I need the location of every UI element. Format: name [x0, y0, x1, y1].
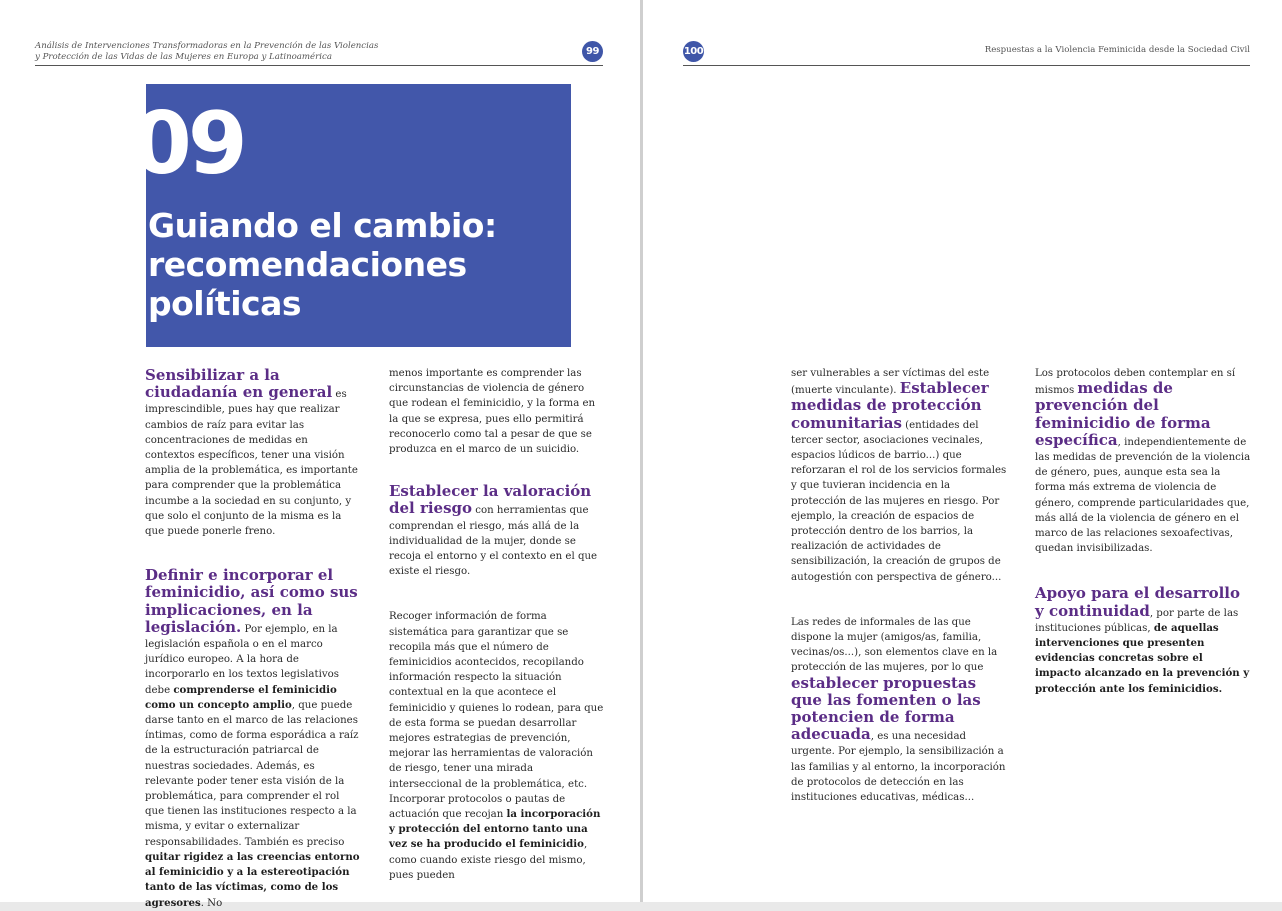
heading-prevencion-feminicidio: medidas de prevención del feminicidio de forma específica	[1035, 379, 1211, 449]
paragraph-definir	[145, 568, 360, 910]
body-text: , es una necesidad urgente. Por ejemplo, la sensibilización a las familias y al entorno, la incorporación de protocolos de detección en las instituciones educativas, médicas...	[791, 731, 1006, 804]
bold-text: quitar rigidez a las creencias entorno al feminicidio y a la estereotipación tanto de las víctimas, como de los agresores	[145, 850, 360, 909]
running-header-left	[35, 41, 435, 63]
paragraph-comprender: menos importante es comprender las circunstancias de violencia de género que rodean el feminicidio, y la forma en la que se expresa, pues ello permitirá reconocerlo como tal a pesar de que se produzca en el marco de un suicidio.	[389, 368, 596, 456]
heading-sensibilizar: Sensibilizar a la ciudadanía en general	[145, 366, 333, 402]
header-line-1: Análisis de Intervenciones Transformadoras en la Prevención de las Violencias	[35, 41, 379, 51]
body-text: . No	[200, 897, 223, 909]
body-text: Las redes de informales de las que dispone la mujer (amigos/as, familia, vecinas/os...), son elementos clave en la protección de las mujeres, por lo que	[791, 616, 998, 674]
chapter-title-line-2: recomendaciones	[148, 245, 467, 284]
heading-valoracion-riesgo: Establecer la valoración del riesgo	[389, 482, 592, 518]
body-text: , independientemente de las medidas de prevención de la violencia de género, pues, aunque esta sea la forma más extrema de violencia de género, comprende particularidades que, más allá de la violencia de género en el marco de las relaciones sexoafectivas, quedan invisibilizadas.	[1035, 436, 1251, 555]
chapter-title-line-1: Guiando el cambio:	[148, 206, 497, 245]
left-page	[0, 0, 640, 909]
paragraph-recoger-informacion	[389, 609, 605, 883]
body-text: , que puede darse tanto en el marco de las relaciones íntimas, como de forma esporádica a raíz de la estructuración patriarcal de nuestras sociedades. Además, es relevante poder tener esta visión de la problemática, para comprender el rol que tienen las instituciones respecto a la misma, y evitar o externalizar responsabilidades. También es preciso	[145, 699, 359, 848]
body-text: Los protocolos deben contemplar en sí mismos	[1035, 368, 1236, 397]
bold-text: de aquellas intervenciones que presenten evidencias concretas sobre el impacto alcanzado en la prevención y protección ante los feminicidios.	[1035, 621, 1250, 695]
chapter-number: 09	[132, 94, 244, 194]
text-column-4	[1035, 366, 1251, 697]
text-column-2	[389, 366, 605, 883]
header-rule	[683, 65, 1250, 66]
paragraph-sensibilizar	[145, 368, 360, 539]
bold-text: la incorporación y protección del entorno tanto una vez se ha producido el feminicidio	[389, 808, 601, 851]
bold-text: comprenderse el feminicidio como un concepto amplio	[145, 683, 337, 711]
right-page	[643, 0, 1282, 902]
body-text: , como cuando existe riesgo del mismo, pues pueden	[389, 839, 588, 881]
text-column-3	[791, 366, 1007, 805]
body-text: con herramientas que comprendan el riesgo, más allá de la individualidad de la mujer, donde se recoja el entorno y el contexto en el que existe el riesgo.	[389, 505, 598, 578]
page-number-99: 99	[582, 41, 603, 62]
heading-establecer-propuestas: establecer propuestas que las fomenten o las potencien de forma adecuada	[791, 673, 981, 744]
chapter-title-block	[132, 84, 571, 347]
chapter-title	[148, 206, 548, 323]
heading-definir-feminicidio: Definir e incorporar el feminicidio, así como sus implicaciones, en la legislación.	[145, 566, 358, 636]
heading-apoyo-desarrollo: Apoyo para el desarrollo y continuidad	[1035, 584, 1240, 620]
body-text: es imprescindible, pues hay que realizar cambios de raíz para evitar las concentraciones de medidas en contextos específicos, tener una visión amplia de la problemática, es importante para comprender que la problemática incumbe a la sociedad en su conjunto, y que solo el conjunto de la misma es la que puede ponerle freno.	[145, 389, 358, 538]
header-line-2: y Protección de las Vidas de las Mujeres en Europa y Latinoamérica	[35, 52, 332, 62]
paragraph-protocolos	[1035, 366, 1251, 556]
body-text: , por parte de las instituciones públicas,	[1035, 607, 1239, 634]
paragraph-valoracion-riesgo	[389, 484, 605, 579]
body-text: Por ejemplo, en la legislación española o en el marco jurídico europeo. A la hora de incorporarlo en los textos legislativos debe	[145, 623, 339, 696]
paragraph-medidas-comunitarias	[791, 366, 1007, 585]
body-text: (entidades del tercer sector, asociaciones vecinales, espacios lúdicos de barrio...) que reforzaran el rol de los servicios formales y que tuvieran incidencia en la protección de las mujeres en riesgo. Por ejemplo, la creación de espacios de protección dentro de los barrios, la realización de actividades de sensibilización, la creación de grupos de autogestión con perspectiva de género...	[791, 419, 1007, 583]
chapter-title-line-3: políticas	[148, 284, 301, 323]
page-number-100: 100	[683, 41, 704, 62]
text-column-1	[145, 368, 360, 911]
running-header-right: Respuestas a la Violencia Feminicida desde la Sociedad Civil	[984, 45, 1250, 55]
paragraph-apoyo	[1035, 586, 1251, 696]
header-rule	[35, 65, 603, 66]
heading-proteccion-comunitaria: Establecer medidas de protección comunitarias	[791, 379, 989, 432]
body-text: ser vulnerables a ser víctimas del este (muerte vinculante).	[791, 368, 990, 397]
paragraph-redes-informales	[791, 615, 1007, 805]
body-text: Recoger información de forma sistemática para garantizar que se recopila más que el número de feminicidios acontecidos, recopilando información respecto la situación contextual en la que acontece el feminicidio y quienes lo rodean, para que de esta forma se puedan desarrollar mejores estrategias de prevención, mejorar las herramientas de valoración de riesgo, tener una mirada interseccional de la problemática, etc. Incorporar protocolos o pautas de actuación que recojan	[389, 611, 604, 821]
